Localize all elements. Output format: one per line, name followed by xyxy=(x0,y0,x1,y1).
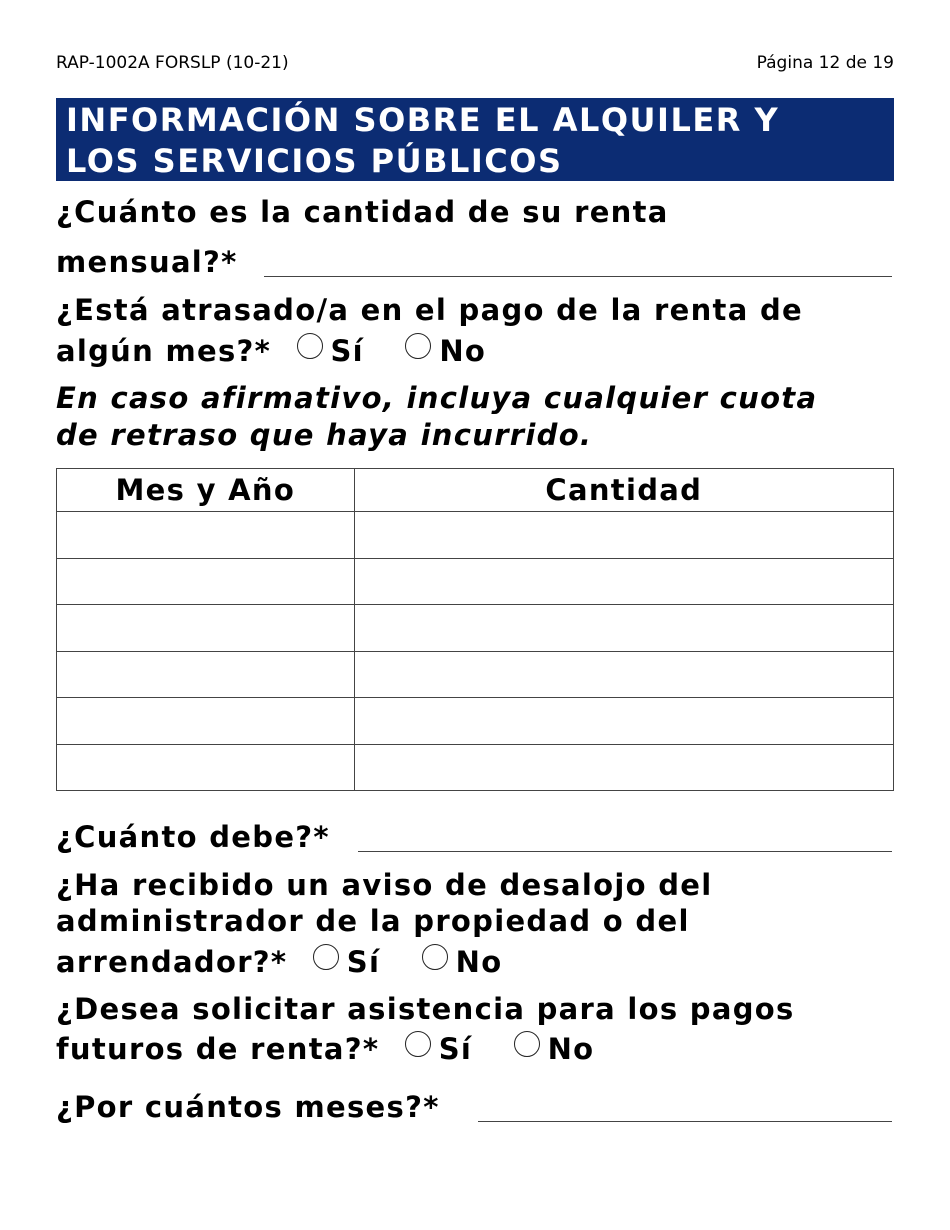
table-header-row xyxy=(57,469,894,512)
section-title xyxy=(56,98,894,181)
note-line-2: de retraso que haya incurrido. xyxy=(56,418,593,452)
months-field[interactable] xyxy=(478,1121,892,1122)
eviction-question-line-3: arrendador?* xyxy=(56,945,288,979)
amount-cell[interactable] xyxy=(354,558,893,605)
month-year-cell[interactable] xyxy=(57,558,355,605)
future-question-line-2: futuros de renta?* xyxy=(56,1032,380,1066)
rent-amount-field[interactable] xyxy=(264,276,892,277)
form-id: RAP-1002A FORSLP (10-21) xyxy=(56,53,289,73)
section-title-line-2: LOS SERVICIOS PÚBLICOS xyxy=(66,142,563,180)
eviction-question-line-1: ¿Ha recibido un aviso de desalojo del xyxy=(56,868,713,902)
amount-cell[interactable] xyxy=(354,512,893,559)
future-question-line-1: ¿Desea solicitar asistencia para los pagos xyxy=(56,992,795,1026)
table-row xyxy=(57,605,894,652)
month-year-cell[interactable] xyxy=(57,744,355,791)
month-year-header: Mes y Año xyxy=(57,469,355,512)
rent-question-line-2: mensual?* xyxy=(56,245,238,279)
late-no-option[interactable] xyxy=(405,333,486,368)
late-months-table xyxy=(56,468,894,791)
month-year-cell[interactable] xyxy=(57,512,355,559)
future-yes-option[interactable] xyxy=(405,1031,472,1066)
table-row xyxy=(57,744,894,791)
eviction-yes-radio[interactable] xyxy=(313,944,339,970)
late-no-label: No xyxy=(439,334,487,368)
amount-cell[interactable] xyxy=(354,744,893,791)
eviction-no-option[interactable] xyxy=(422,944,503,979)
eviction-question-row xyxy=(56,944,502,979)
section-title-line-1: INFORMACIÓN SOBRE EL ALQUILER Y xyxy=(66,101,780,139)
page-number: Página 12 de 19 xyxy=(756,53,894,73)
owe-amount-field[interactable] xyxy=(358,851,892,852)
table-row xyxy=(57,512,894,559)
month-year-cell[interactable] xyxy=(57,698,355,745)
owe-question: ¿Cuánto debe?* xyxy=(56,820,330,854)
table-row xyxy=(57,698,894,745)
amount-cell[interactable] xyxy=(354,651,893,698)
amount-cell[interactable] xyxy=(354,605,893,652)
eviction-no-label: No xyxy=(455,945,503,979)
future-question-row xyxy=(56,1031,594,1066)
eviction-no-radio[interactable] xyxy=(422,944,448,970)
late-question-line-1: ¿Está atrasado/a en el pago de la renta de xyxy=(56,293,804,327)
late-yes-label: Sí xyxy=(330,334,364,368)
month-year-cell[interactable] xyxy=(57,651,355,698)
late-yes-radio[interactable] xyxy=(297,333,323,359)
future-no-radio[interactable] xyxy=(514,1031,540,1057)
month-year-cell[interactable] xyxy=(57,605,355,652)
rent-question-line-1: ¿Cuánto es la cantidad de su renta xyxy=(56,195,669,229)
future-no-option[interactable] xyxy=(514,1031,595,1066)
late-yes-option[interactable] xyxy=(297,333,364,368)
late-no-radio[interactable] xyxy=(405,333,431,359)
future-yes-label: Sí xyxy=(438,1032,473,1066)
amount-cell[interactable] xyxy=(354,698,893,745)
table-row xyxy=(57,558,894,605)
eviction-yes-option[interactable] xyxy=(313,944,380,979)
future-no-label: No xyxy=(547,1032,595,1066)
late-question-row xyxy=(56,333,486,368)
future-yes-radio[interactable] xyxy=(405,1031,431,1057)
eviction-question-line-2: administrador de la propiedad o del xyxy=(56,904,690,938)
amount-header: Cantidad xyxy=(354,469,893,512)
late-question-line-2: algún mes?* xyxy=(56,334,272,368)
table-row xyxy=(57,651,894,698)
note-line-1: En caso afirmativo, incluya cualquier cuota xyxy=(56,381,818,415)
months-question: ¿Por cuántos meses?* xyxy=(56,1090,440,1124)
eviction-yes-label: Sí xyxy=(346,945,381,979)
